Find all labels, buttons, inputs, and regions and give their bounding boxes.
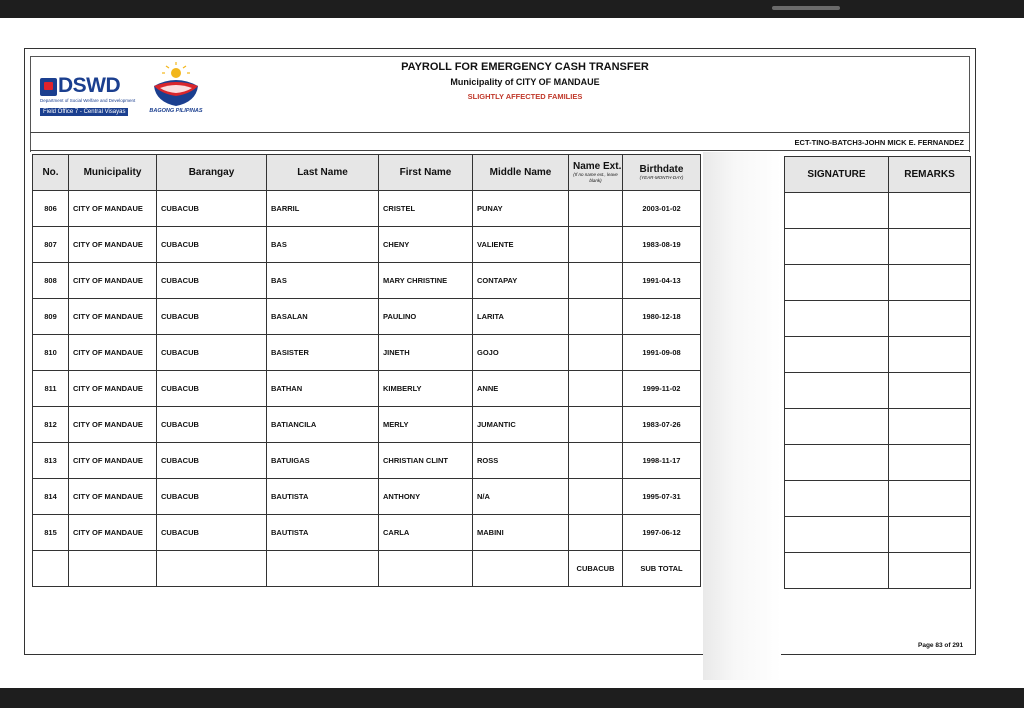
col-header-remarks: REMARKS <box>889 157 971 193</box>
col-header-middle-name: Middle Name <box>473 155 569 191</box>
subtotal-empty-cell <box>267 551 379 587</box>
row-name-ext <box>569 299 623 335</box>
table-row <box>33 335 701 371</box>
remarks-cell <box>889 409 971 445</box>
row-first-name: MARY CHRISTINE <box>379 263 473 299</box>
row-first-name: ANTHONY <box>379 479 473 515</box>
row-municipality: CITY OF MANDAUE <box>69 191 157 227</box>
row-no: 814 <box>33 479 69 515</box>
subtotal-empty-cell <box>157 551 267 587</box>
row-birthdate: 1995-07-31 <box>623 479 701 515</box>
row-birthdate: 1998-11-17 <box>623 443 701 479</box>
col-header-last-name: Last Name <box>267 155 379 191</box>
signature-row <box>785 337 971 373</box>
remarks-cell <box>889 553 971 589</box>
row-no: 813 <box>33 443 69 479</box>
birthdate-label: Birthdate <box>639 164 684 175</box>
subtotal-empty-cell <box>69 551 157 587</box>
row-name-ext <box>569 407 623 443</box>
row-municipality: CITY OF MANDAUE <box>69 299 157 335</box>
row-first-name: PAULINO <box>379 299 473 335</box>
subtotal-label: SUB TOTAL <box>623 551 701 587</box>
row-birthdate: 1983-08-19 <box>623 227 701 263</box>
viewer-handle[interactable] <box>772 6 840 10</box>
row-middle-name: CONTAPAY <box>473 263 569 299</box>
row-birthdate: 1997-06-12 <box>623 515 701 551</box>
row-barangay: CUBACUB <box>157 227 267 263</box>
remarks-cell <box>889 265 971 301</box>
scan-fold-shadow <box>703 152 781 680</box>
row-first-name: CRISTEL <box>379 191 473 227</box>
row-middle-name: LARITA <box>473 299 569 335</box>
signature-row <box>785 409 971 445</box>
row-middle-name: PUNAY <box>473 191 569 227</box>
subtotal-empty-cell <box>379 551 473 587</box>
col-header-first-name: First Name <box>379 155 473 191</box>
subtotal-barangay: CUBACUB <box>569 551 623 587</box>
remarks-cell <box>889 445 971 481</box>
row-middle-name: MABINI <box>473 515 569 551</box>
signature-rows <box>785 193 971 589</box>
signature-cell <box>785 553 889 589</box>
remarks-cell <box>889 229 971 265</box>
col-header-birthdate <box>623 155 701 191</box>
table-row <box>33 263 701 299</box>
row-birthdate: 1980-12-18 <box>623 299 701 335</box>
table-row <box>33 479 701 515</box>
row-birthdate: 1999-11-02 <box>623 371 701 407</box>
signature-remarks-table <box>784 156 971 589</box>
table-row <box>33 371 701 407</box>
row-name-ext <box>569 263 623 299</box>
table-row <box>33 515 701 551</box>
row-no: 809 <box>33 299 69 335</box>
table-row <box>33 407 701 443</box>
signature-cell <box>785 229 889 265</box>
signature-header-row <box>785 157 971 193</box>
table-row <box>33 191 701 227</box>
row-barangay: CUBACUB <box>157 479 267 515</box>
row-name-ext <box>569 371 623 407</box>
signature-row <box>785 301 971 337</box>
row-barangay: CUBACUB <box>157 191 267 227</box>
signature-row <box>785 517 971 553</box>
bagong-pilipinas-label: BAGONG PILIPINAS <box>149 108 203 114</box>
table-header-row <box>33 155 701 191</box>
row-no: 810 <box>33 335 69 371</box>
signature-row <box>785 229 971 265</box>
row-barangay: CUBACUB <box>157 443 267 479</box>
row-municipality: CITY OF MANDAUE <box>69 263 157 299</box>
signature-row <box>785 445 971 481</box>
signature-cell <box>785 481 889 517</box>
row-last-name: BARRIL <box>267 191 379 227</box>
signature-cell <box>785 337 889 373</box>
subtotal-row <box>33 551 701 587</box>
row-birthdate: 2003-01-02 <box>623 191 701 227</box>
row-municipality: CITY OF MANDAUE <box>69 515 157 551</box>
row-municipality: CITY OF MANDAUE <box>69 479 157 515</box>
bagong-pilipinas-seal-icon <box>146 60 206 108</box>
col-header-barangay: Barangay <box>157 155 267 191</box>
signature-cell <box>785 409 889 445</box>
bagong-pilipinas-logo <box>146 60 206 118</box>
row-birthdate: 1983-07-26 <box>623 407 701 443</box>
signature-row <box>785 373 971 409</box>
row-no: 808 <box>33 263 69 299</box>
row-birthdate: 1991-04-13 <box>623 263 701 299</box>
row-middle-name: N/A <box>473 479 569 515</box>
row-first-name: CHENY <box>379 227 473 263</box>
subtotal-empty-cell <box>473 551 569 587</box>
signature-cell <box>785 517 889 553</box>
signature-cell <box>785 301 889 337</box>
row-barangay: CUBACUB <box>157 299 267 335</box>
viewer-top-bar <box>0 0 1024 18</box>
col-header-municipality: Municipality <box>69 155 157 191</box>
row-municipality: CITY OF MANDAUE <box>69 371 157 407</box>
row-name-ext <box>569 227 623 263</box>
row-no: 806 <box>33 191 69 227</box>
row-barangay: CUBACUB <box>157 515 267 551</box>
page-number: Page 83 of 291 <box>918 642 964 649</box>
dswd-logo-subtext: Department of Social Welfare and Development <box>40 98 136 103</box>
payroll-table <box>32 154 701 587</box>
row-first-name: CARLA <box>379 515 473 551</box>
row-name-ext <box>569 515 623 551</box>
payroll-rows <box>33 191 701 587</box>
row-middle-name: VALIENTE <box>473 227 569 263</box>
name-ext-label: Name Ext. <box>573 161 622 172</box>
row-municipality: CITY OF MANDAUE <box>69 227 157 263</box>
col-header-signature: SIGNATURE <box>785 157 889 193</box>
header-divider <box>30 132 970 133</box>
row-barangay: CUBACUB <box>157 335 267 371</box>
signature-row <box>785 553 971 589</box>
table-row <box>33 299 701 335</box>
signature-row <box>785 481 971 517</box>
signature-cell <box>785 193 889 229</box>
row-middle-name: GOJO <box>473 335 569 371</box>
table-top-divider <box>30 150 970 151</box>
row-last-name: BAUTISTA <box>267 515 379 551</box>
remarks-cell <box>889 517 971 553</box>
row-no: 807 <box>33 227 69 263</box>
municipality-line: Municipality of CITY OF MANDAUE <box>450 77 600 87</box>
row-no: 812 <box>33 407 69 443</box>
row-barangay: CUBACUB <box>157 263 267 299</box>
row-name-ext <box>569 335 623 371</box>
dswd-mark-icon <box>40 78 57 96</box>
row-middle-name: ANNE <box>473 371 569 407</box>
signature-cell <box>785 373 889 409</box>
remarks-cell <box>889 193 971 229</box>
row-last-name: BASALAN <box>267 299 379 335</box>
signature-row <box>785 265 971 301</box>
signature-cell <box>785 265 889 301</box>
row-name-ext <box>569 191 623 227</box>
name-ext-note: (If no name ext., leave blank) <box>573 172 618 183</box>
birthdate-note: (YEAR-MONTH-DAY) <box>639 175 684 180</box>
row-name-ext <box>569 443 623 479</box>
row-last-name: BASISTER <box>267 335 379 371</box>
row-name-ext <box>569 479 623 515</box>
batch-label: ECT-TINO-BATCH3-JOHN MICK E. FERNANDEZ <box>794 138 964 147</box>
row-barangay: CUBACUB <box>157 407 267 443</box>
remarks-cell <box>889 481 971 517</box>
viewer-bottom-bar <box>0 688 1024 708</box>
row-municipality: CITY OF MANDAUE <box>69 443 157 479</box>
row-last-name: BATUIGAS <box>267 443 379 479</box>
row-no: 815 <box>33 515 69 551</box>
row-last-name: BAS <box>267 263 379 299</box>
remarks-cell <box>889 301 971 337</box>
document-subtitle: SLIGHTLY AFFECTED FAMILIES <box>467 92 583 101</box>
table-row <box>33 227 701 263</box>
row-first-name: CHRISTIAN CLINT <box>379 443 473 479</box>
dswd-logo <box>40 74 136 120</box>
dswd-field-office: Field Office 7 - Central Visayas <box>40 108 128 116</box>
remarks-cell <box>889 337 971 373</box>
row-last-name: BAS <box>267 227 379 263</box>
row-no: 811 <box>33 371 69 407</box>
col-header-no: No. <box>33 155 69 191</box>
row-first-name: JINETH <box>379 335 473 371</box>
row-last-name: BAUTISTA <box>267 479 379 515</box>
signature-row <box>785 193 971 229</box>
signature-cell <box>785 445 889 481</box>
col-header-name-ext <box>569 155 623 191</box>
table-row <box>33 443 701 479</box>
row-first-name: KIMBERLY <box>379 371 473 407</box>
row-first-name: MERLY <box>379 407 473 443</box>
row-birthdate: 1991-09-08 <box>623 335 701 371</box>
row-last-name: BATIANCILA <box>267 407 379 443</box>
row-municipality: CITY OF MANDAUE <box>69 335 157 371</box>
row-barangay: CUBACUB <box>157 371 267 407</box>
row-last-name: BATHAN <box>267 371 379 407</box>
subtotal-empty-cell <box>33 551 69 587</box>
row-middle-name: JUMANTIC <box>473 407 569 443</box>
remarks-cell <box>889 373 971 409</box>
row-municipality: CITY OF MANDAUE <box>69 407 157 443</box>
row-middle-name: ROSS <box>473 443 569 479</box>
document-title: PAYROLL FOR EMERGENCY CASH TRANSFER <box>401 61 649 73</box>
dswd-logo-text: DSWD <box>58 74 121 97</box>
